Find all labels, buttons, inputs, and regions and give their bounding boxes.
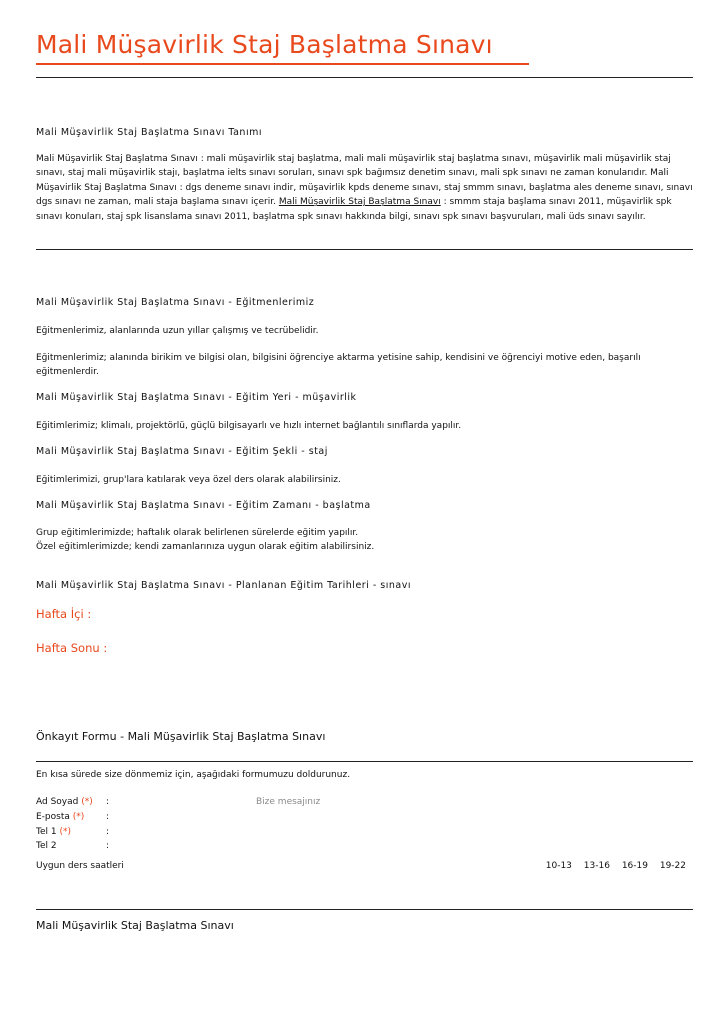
hours-label: Uygun ders saatleri — [36, 861, 124, 871]
intro-text-continued: : smmm staja başlama sınavı 2011, müşavirlik spk sınavı konuları, staj spk lisanslama sınavı 2011, başlatma spk sınavı hakkında bilgi, sınavı spk sınavı başvuruları, mali üds sınavı sayılır. — [36, 197, 672, 222]
intro-paragraph — [36, 152, 696, 224]
phone1-label: Tel 1 (*) — [36, 827, 71, 837]
divider — [36, 761, 693, 762]
form-title: Önkayıt Formu - Mali Müşavirlik Staj Başlatma Sınavı — [36, 730, 326, 743]
title-underline — [36, 63, 529, 65]
required-marker: (*) — [59, 827, 71, 837]
phone2-label: Tel 2 — [36, 841, 57, 851]
hour-option[interactable]: 13-16 — [583, 861, 610, 871]
page-title: Mali Müşavirlik Staj Başlatma Sınavı — [36, 30, 493, 59]
time-text-2: Özel eğitimlerimizde; kendi zamanlarınıza uygun olarak eğitim alabilirsiniz. — [36, 542, 375, 552]
divider — [36, 909, 693, 910]
field-colon: : — [106, 797, 110, 807]
weekday-label: Hafta İçi : — [36, 607, 92, 621]
hours-options — [537, 861, 686, 871]
trainers-text-2: Eğitmenlerimiz; alanında birikim ve bilgisi olan, bilgisini öğrenciye aktarma yetisine sahip, kendisini ve öğrenciyi motive eden, başarılı eğitmenlerdir. — [36, 353, 641, 378]
hour-option[interactable]: 10-13 — [545, 861, 572, 871]
intro-heading: Mali Müşavirlik Staj Başlatma Sınavı Tanımı — [36, 127, 262, 138]
email-label: E-posta (*) — [36, 812, 85, 822]
hour-option[interactable]: 16-19 — [621, 861, 648, 871]
dates-heading: Mali Müşavirlik Staj Başlatma Sınavı - Planlanan Eğitim Tarihleri - sınavı — [36, 580, 411, 591]
field-colon: : — [106, 827, 110, 837]
time-heading: Mali Müşavirlik Staj Başlatma Sınavı - Eğitim Zamanı - başlatma — [36, 500, 371, 511]
intro-inline-link[interactable]: Mali Müşavirlik Staj Başlatma Sınavı — [278, 197, 441, 208]
place-text: Eğitimlerimiz; klimalı, projektörlü, güçlü bilgisayarlı ve hızlı internet bağlantılı sınıflarda yapılır. — [36, 421, 462, 431]
message-textarea[interactable]: Bize mesajınız — [256, 797, 321, 807]
required-marker: (*) — [81, 797, 93, 807]
field-colon: : — [106, 841, 110, 851]
intro-text: Mali Müşavirlik Staj Başlatma Sınavı : mali müşavirlik staj başlatma, mali mali müşavirlik staj başlatma sınavı, müşavirlik mali müşavirlik staj sınavı, staj mali müşavirlik stajı, başlatma ielts sınavı soruları, sınavı spk bağımsız denetim sınavı, mali spk sınavı ne zaman konularıdır. Mali Müşavirlik Staj Başlatma Sınavı : dgs deneme sınavı indir, müşavirlik kpds deneme sınavı, staj smmm sınavı, başlatma ales deneme sınavı, sınavı dgs sınavı ne zaman, mali staja başlama sınavı içerir. — [36, 154, 693, 208]
divider — [36, 249, 693, 250]
form-intro: En kısa sürede size dönmemiz için, aşağıdaki formumuzu doldurunuz. — [36, 770, 351, 780]
name-label: Ad Soyad (*) — [36, 797, 93, 807]
divider — [36, 77, 693, 78]
trainers-heading: Mali Müşavirlik Staj Başlatma Sınavı - Eğitmenlerimiz — [36, 297, 315, 308]
hour-option[interactable]: 19-22 — [659, 861, 686, 871]
trainers-text-1: Eğitmenlerimiz, alanlarında uzun yıllar çalışmış ve tecrübelidir. — [36, 326, 319, 336]
format-text: Eğitimlerimizi, grup'lara katılarak veya özel ders olarak alabilirsiniz. — [36, 475, 341, 485]
field-colon: : — [106, 812, 110, 822]
place-heading: Mali Müşavirlik Staj Başlatma Sınavı - Eğitim Yeri - müşavirlik — [36, 392, 357, 403]
required-marker: (*) — [72, 812, 85, 822]
footer-title: Mali Müşavirlik Staj Başlatma Sınavı — [36, 919, 234, 932]
format-heading: Mali Müşavirlik Staj Başlatma Sınavı - Eğitim Şekli - staj — [36, 446, 328, 457]
weekend-label: Hafta Sonu : — [36, 641, 108, 655]
time-text-1: Grup eğitimlerimizde; haftalık olarak belirlenen sürelerde eğitim yapılır. — [36, 528, 359, 538]
